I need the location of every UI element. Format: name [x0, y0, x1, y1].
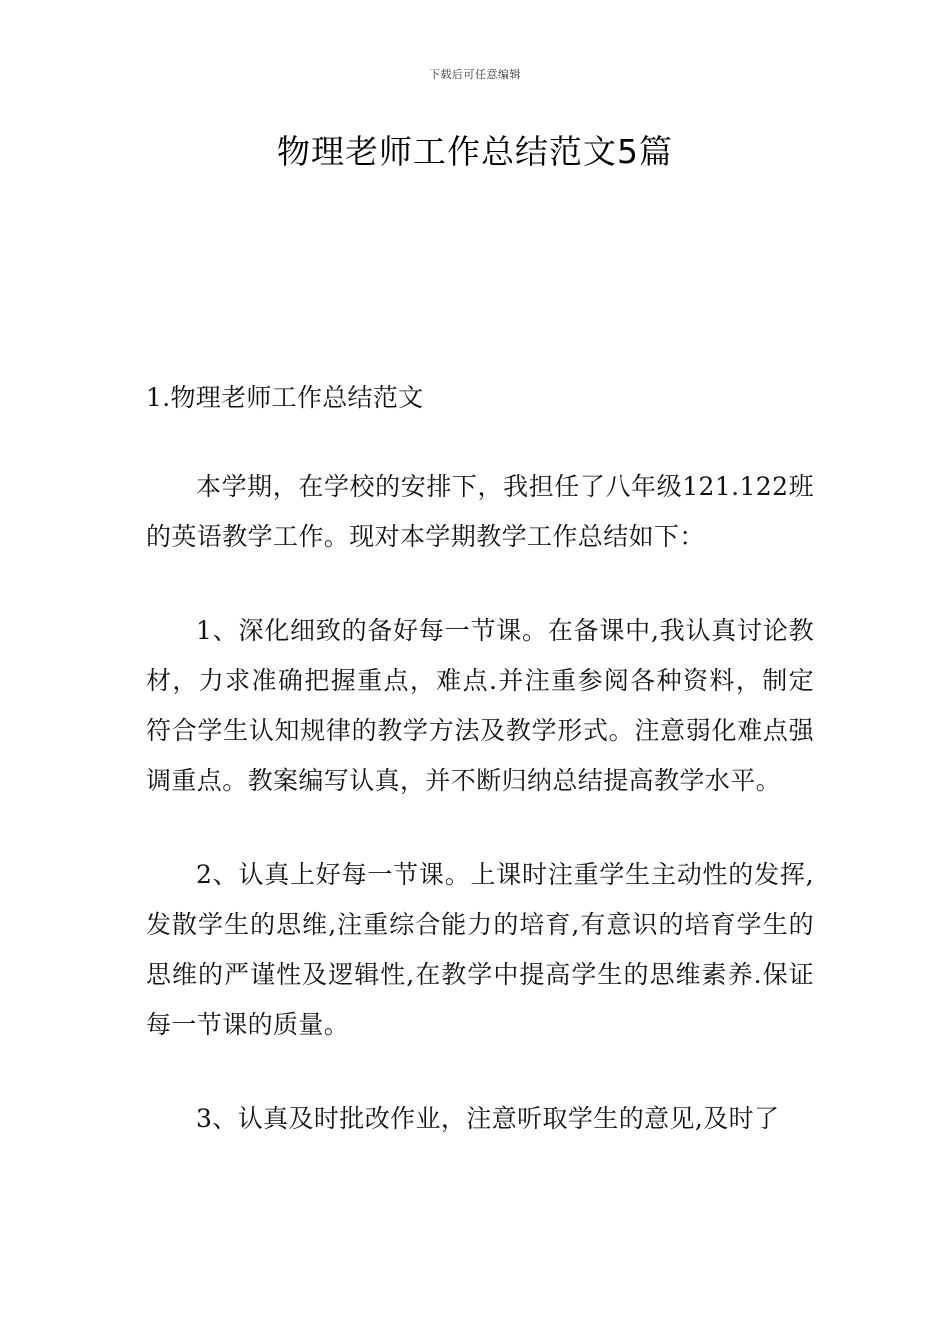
spacer — [146, 418, 814, 462]
spacer — [146, 806, 814, 850]
paragraph-item-2: 2、认真上好每一节课。上课时注重学生主动性的发挥,发散学生的思维,注重综合能力的培育,有意识的培育学生的思维的严谨性及逻辑性,在教学中提高学生的思维素养.保证每一节课的质量。 — [146, 860, 814, 1039]
spacer — [146, 562, 814, 606]
document-title: 物理老师工作总结范文5篇 — [277, 132, 673, 171]
section-heading: 1.物理老师工作总结范文 — [146, 383, 424, 412]
header-note: 下载后可任意编辑 — [429, 68, 521, 81]
document-body — [146, 378, 814, 1144]
paragraph-intro: 本学期，在学校的安排下，我担任了八年级121.122班的英语教学工作。现对本学期教学工作总结如下： — [146, 472, 814, 551]
spacer — [146, 1050, 814, 1094]
paragraph-item-1: 1、深化细致的备好每一节课。在备课中,我认真讨论教材，力求准确把握重点，难点.并注重参阅各种资料，制定符合学生认知规律的教学方法及教学形式。注意弱化难点强调重点。教案编写认真，并不断归纳总结提高教学水平。 — [146, 616, 814, 795]
paragraph-item-3: 3、认真及时批改作业，注意听取学生的意见,及时了 — [196, 1104, 780, 1133]
